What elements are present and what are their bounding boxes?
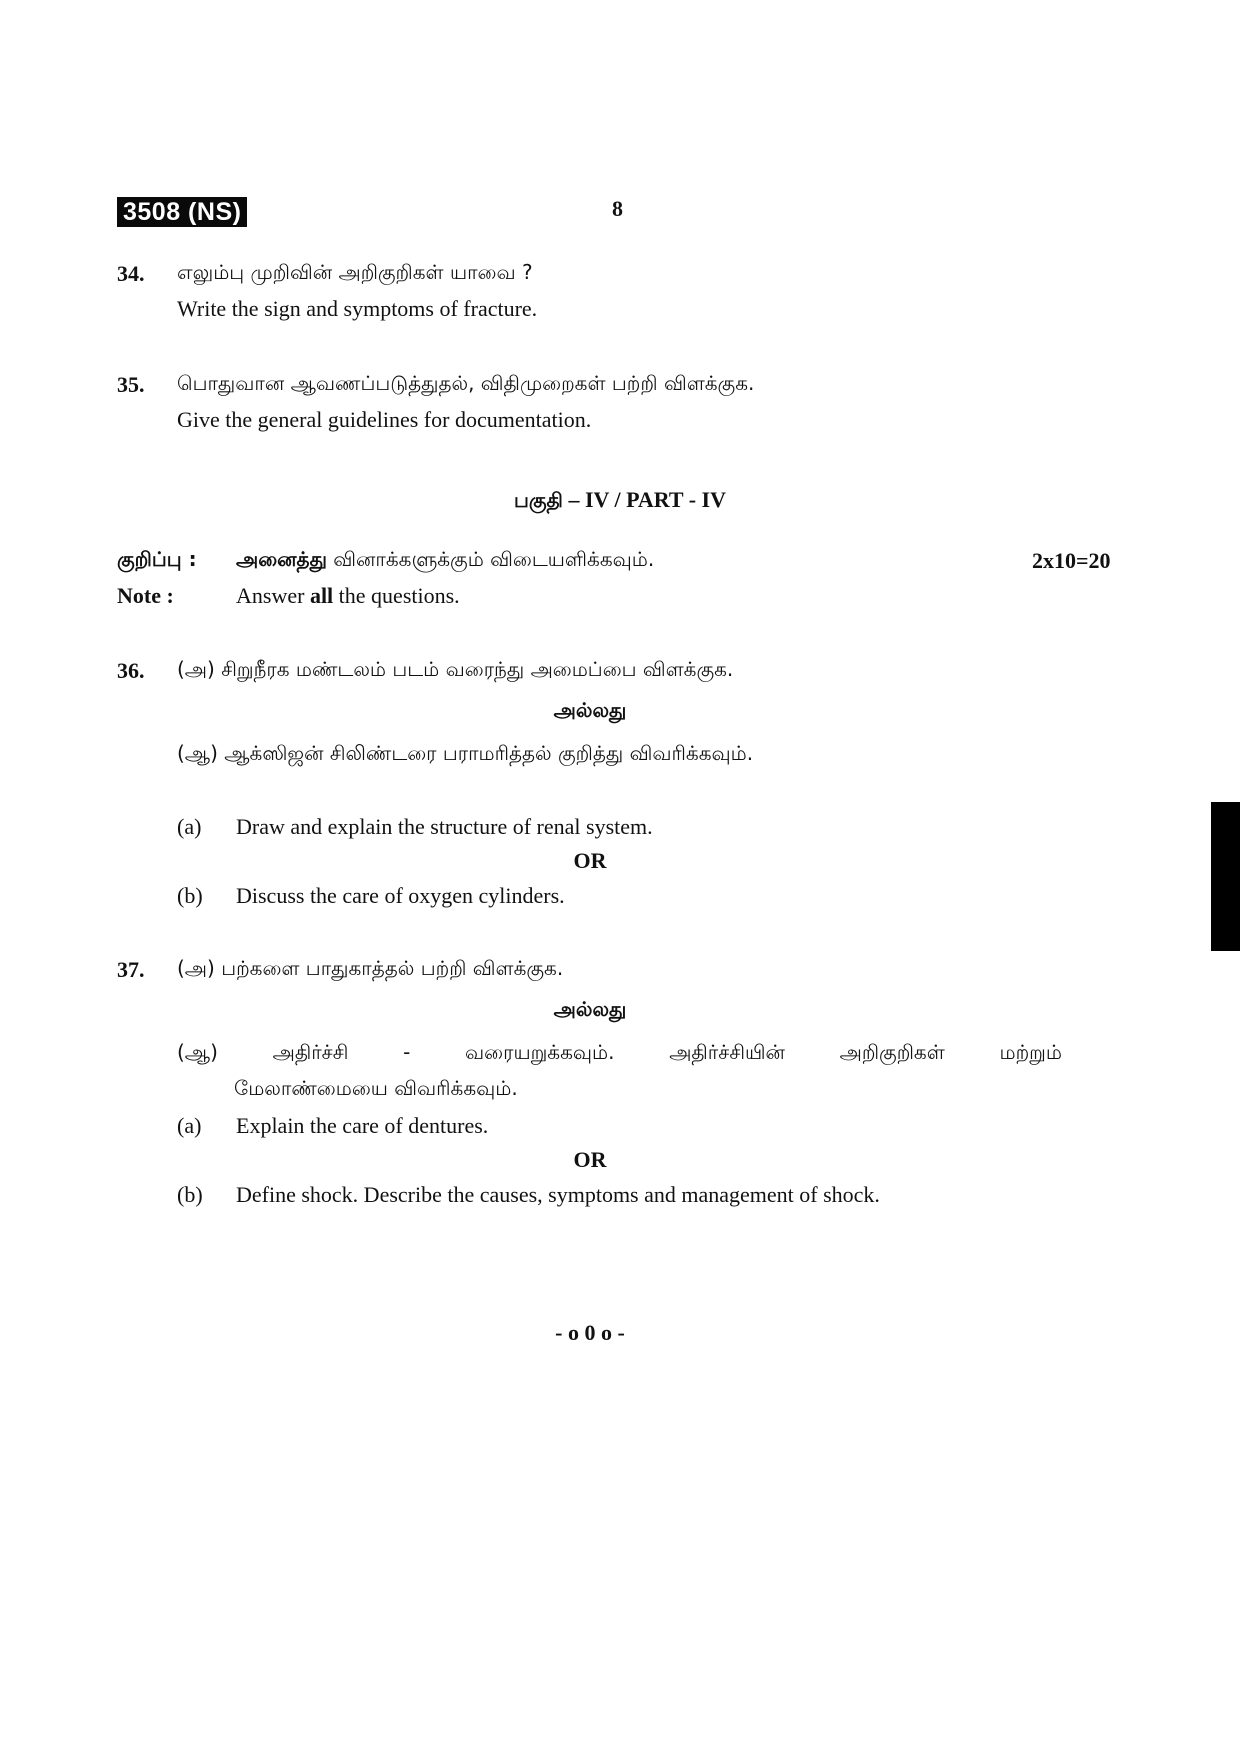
note-tamil-label: குறிப்பு : [117, 547, 197, 571]
q36-tamil-option-a: (அ) சிறுநீரக மண்டலம் படம் வரைந்து அமைப்பை விளக்குக. [177, 657, 734, 681]
q35-tamil-text: பொதுவான ஆவணப்படுத்துதல், விதிமுறைகள் பற்றி விளக்குக. [177, 371, 755, 395]
q36-option-b-label: (b) [177, 883, 203, 908]
q36-option-a-text: Draw and explain the structure of renal system. [236, 814, 653, 839]
q37-tamil-option-a: (அ) பற்களை பாதுகாத்தல் பற்றி விளக்குக. [177, 956, 564, 980]
question-number-34: 34. [117, 261, 145, 286]
note-english-post: the questions. [333, 583, 460, 608]
end-of-paper-mark: - o 0 o - [555, 1320, 625, 1345]
page-edge-marker [1211, 802, 1240, 951]
q36-english-or: OR [573, 848, 607, 873]
q35-english-text: Give the general guidelines for documentation. [177, 407, 592, 432]
q36-option-b-text: Discuss the care of oxygen cylinders. [236, 883, 565, 908]
q37-option-b-label: (b) [177, 1182, 203, 1207]
note-english-text [236, 583, 460, 609]
q37-tamil-option-b-line2: மேலாண்மையை விவரிக்கவும். [234, 1076, 518, 1100]
note-tamil-rest: வினாக்களுக்கும் விடையளிக்கவும். [326, 547, 655, 571]
marks-allocation: 2x10=20 [1032, 548, 1111, 573]
q37-option-b-text: Define shock. Describe the causes, symptoms and management of shock. [236, 1182, 880, 1207]
page-number: 8 [612, 196, 623, 221]
part-heading [0, 487, 1240, 515]
part-heading-tamil: பகுதி [514, 488, 563, 512]
note-tamil-text [236, 547, 654, 574]
q37-tamil-or: அல்லது [553, 997, 627, 1021]
question-number-35: 35. [117, 372, 145, 397]
q37-option-a-label: (a) [177, 1113, 202, 1138]
part-heading-separator: – [562, 487, 585, 512]
q37-english-or: OR [573, 1147, 607, 1172]
q37-option-a-text: Explain the care of dentures. [236, 1113, 489, 1138]
paper-code-badge: 3508 (NS) [117, 197, 247, 227]
note-english-label: Note : [117, 583, 174, 608]
part-heading-english: IV / PART - IV [584, 487, 726, 512]
note-english-pre: Answer [236, 583, 310, 608]
q37-tamil-option-b-line1: (ஆ) அதிர்ச்சி - வரையறுக்கவும். அதிர்ச்சியின் அறிகுறிகள் மற்றும் [177, 1040, 1062, 1064]
q36-tamil-or: அல்லது [553, 698, 627, 722]
note-english-bold: all [309, 583, 334, 608]
question-number-37: 37. [117, 957, 145, 982]
q36-option-a-label: (a) [177, 814, 202, 839]
question-number-36: 36. [117, 658, 145, 683]
note-tamil-bold: அனைத்து [236, 547, 327, 571]
q34-tamil-text: எலும்பு முறிவின் அறிகுறிகள் யாவை ? [177, 260, 533, 284]
q34-english-text: Write the sign and symptoms of fracture. [177, 296, 538, 321]
q36-tamil-option-b: (ஆ) ஆக்ஸிஜன் சிலிண்டரை பராமரித்தல் குறித்து விவரிக்கவும். [177, 741, 754, 765]
